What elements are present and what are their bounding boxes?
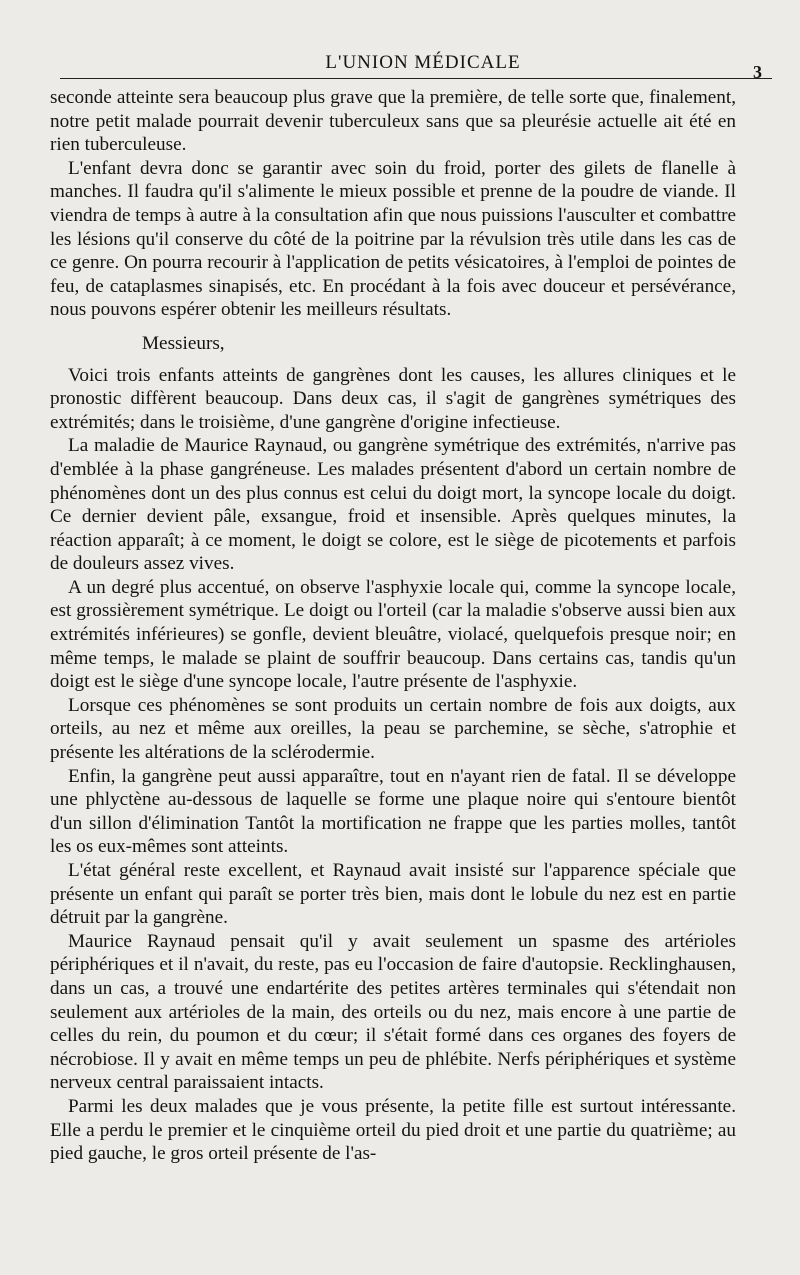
paragraph: L'état général reste excellent, et Raynaud avait insisté sur l'apparence spéciale que présente un enfant qui paraît se porter très bien, mais dont le lobule du nez est en partie détruit par la gangrène. [50, 860, 736, 929]
page-header [50, 52, 762, 86]
paragraph: Maurice Raynaud pensait qu'il y avait seulement un spasme des artérioles périphériques et il n'avait, du reste, pas eu l'occasion de faire d'autopsie. Recklinghausen, dans un cas, a trouvé une endartérite des petites artères terminales qui s'étendait non seulement aux artérioles de la main, des orteils ou du nez, mais encore à une partie de celles du rein, du poumon et du cœur; il s'était formé dans ces organes des foyers de nécrobiose. Il y avait en même temps un peu de phlébite. Nerfs périphériques et système nerveux central paraissaient intacts. [50, 930, 736, 1094]
paragraph: A un degré plus accentué, on observe l'asphyxie locale qui, comme la syncope locale, est grossièrement symétrique. Le doigt ou l'orteil (car la maladie s'observe aussi bien aux extrémités inférieures) se gonfle, devient bleuâtre, violacé, quelquefois presque noir; en même temps, le malade se plaint de souffrir beaucoup. Dans certains cas, tandis qu'un doigt est le siège d'une syncope locale, l'autre présente de l'asphyxie. [50, 576, 736, 693]
paragraph: Lorsque ces phénomènes se sont produits un certain nombre de fois aux doigts, aux orteils, au nez et même aux oreilles, la peau se parchemine, se sèche, s'atrophie et présente les altérations de la sclérodermie. [50, 694, 736, 764]
paragraph: Voici trois enfants atteints de gangrènes dont les causes, les allures cliniques et le pronostic diffèrent beaucoup. Dans deux cas, il s'agit de gangrènes symétriques des extrémités; dans le troisième, d'une gangrène d'origine infectieuse. [50, 364, 736, 433]
running-title: L'UNION MÉDICALE [325, 52, 521, 73]
header-rule [60, 78, 772, 79]
paragraph: Parmi les deux malades que je vous présente, la petite fille est surtout intéressante. Elle a perdu le premier et le cinquième orteil du pied droit et une partie du quatrième; au pied gauche, le gros orteil présente de l'as- [50, 1095, 736, 1165]
salutation: Messieurs, [142, 332, 225, 354]
body-text [50, 86, 736, 1166]
paragraph: L'enfant devra donc se garantir avec soin du froid, porter des gilets de flanelle à manches. Il faudra qu'il s'alimente le mieux possible et prenne de la poudre de viande. Il viendra de temps à autre à la consultation afin que nous puissions l'ausculter et combattre les lésions qu'il conserve du côté de la poitrine par la révulsion très utile dans les cas de ce genre. On pourra recourir à l'application de petits vésicatoires, à l'emploi de pointes de feu, de cataplasmes sinapisés, etc. En procédant à la fois avec douceur et persévérance, nous pouvons espérer obtenir les meilleurs résultats. [50, 157, 736, 321]
page-number: 3 [753, 62, 762, 82]
paragraph: Enfin, la gangrène peut aussi apparaître, tout en n'ayant rien de fatal. Il se développe une phlyctène au-dessous de laquelle se forme une plaque noire qui s'entoure bientôt d'un sillon d'élimination Tantôt la mortification ne frappe que les parties molles, tantôt les os eux-mêmes sont atteints. [50, 765, 736, 858]
paragraph-continuation: seconde atteinte sera beaucoup plus grave que la première, de telle sorte que, finalement, notre petit malade pourrait devenir tuberculeux sans que sa pleurésie actuelle ait été en rien tuberculeuse. [50, 87, 736, 156]
paragraph: La maladie de Maurice Raynaud, ou gangrène symétrique des extrémités, n'arrive pas d'emblée à la phase gangréneuse. Les malades présentent d'abord un certain nombre de phénomènes dont un des plus connus est celui du doigt mort, la syncope locale du doigt. Ce dernier devient pâle, exsangue, froid et insensible. Après quelques minutes, la réaction apparaît; à ce moment, le doigt se colore, est le siège de picotements et parfois de douleurs assez vives. [50, 435, 736, 575]
